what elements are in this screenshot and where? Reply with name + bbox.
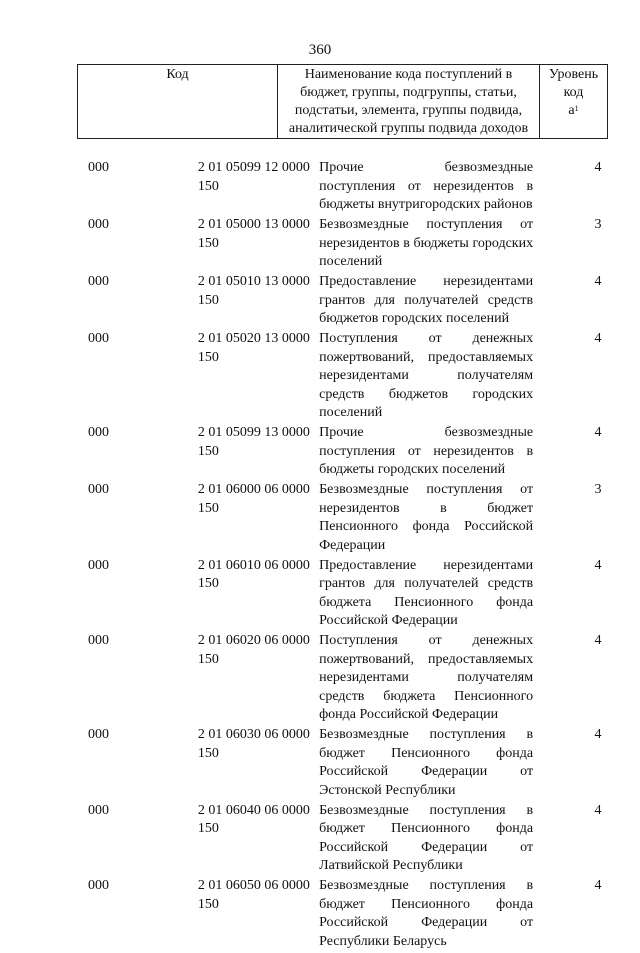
row-name: Поступления от денежных пожертвований, предоставляемых нерезидентами получателям средств бюджета Пенсионного фонда Российской Федерации — [319, 633, 534, 722]
row-name: Безвозмездные поступления от нерезидентов в бюджеты городских поселений — [319, 217, 534, 269]
row-name: Прочие безвозмездные поступления от нерезидентов в бюджеты внутригородских районов — [319, 160, 534, 212]
row-level: 4 — [594, 633, 602, 648]
header-code: Код — [78, 65, 278, 138]
row-level: 4 — [594, 331, 602, 346]
row-admin-code: 000 — [88, 878, 109, 893]
row-admin-code: 000 — [88, 331, 109, 346]
table-row — [0, 424, 640, 480]
header-level-text: Уровень код — [548, 67, 599, 100]
table-row — [0, 557, 640, 631]
header-level-footnote: 1 — [574, 104, 579, 113]
row-name: Безвозмездные поступления в бюджет Пенсионного фонда Российской Федерации от Республики Беларусь — [319, 878, 534, 949]
row-income-code: 2 01 05099 13 0000 150 — [197, 425, 310, 459]
row-level: 4 — [594, 274, 602, 289]
row-income-code: 2 01 06040 06 0000 150 — [197, 802, 310, 836]
row-income-code: 2 01 05099 12 0000 150 — [197, 160, 310, 194]
row-income-code: 2 01 06010 06 0000 150 — [197, 557, 310, 591]
table-row — [0, 216, 640, 272]
row-level: 3 — [594, 217, 602, 232]
row-admin-code: 000 — [88, 633, 109, 648]
row-admin-code: 000 — [88, 482, 109, 497]
row-admin-code: 000 — [88, 274, 109, 289]
row-income-code: 2 01 06020 06 0000 150 — [197, 633, 310, 667]
row-name: Прочие безвозмездные поступления от нерезидентов в бюджеты городских поселений — [319, 425, 534, 477]
row-level: 4 — [594, 727, 602, 742]
row-name: Безвозмездные поступления от нерезидентов в бюджет Пенсионного фонда Российской Федерации — [319, 482, 534, 553]
table-row — [0, 159, 640, 215]
row-income-code: 2 01 06050 06 0000 150 — [197, 878, 310, 912]
row-name: Поступления от денежных пожертвований, предоставляемых нерезидентами получателям средств бюджетов городских поселений — [319, 331, 534, 420]
row-level: 4 — [594, 557, 602, 573]
row-income-code: 2 01 05020 13 0000 150 — [197, 331, 310, 365]
table-row — [0, 273, 640, 329]
table-row — [0, 632, 640, 725]
row-income-code: 2 01 05010 13 0000 150 — [197, 274, 310, 308]
row-income-code: 2 01 05000 13 0000 150 — [197, 217, 310, 251]
table-body — [0, 159, 640, 953]
table-row — [0, 877, 640, 951]
header-level — [540, 65, 607, 138]
row-level: 4 — [594, 425, 602, 440]
row-level: 4 — [594, 160, 602, 175]
row-income-code: 2 01 06000 06 0000 150 — [197, 482, 310, 516]
row-level: 4 — [594, 802, 602, 818]
row-admin-code: 000 — [88, 160, 109, 175]
row-name: Безвозмездные поступления в бюджет Пенсионного фонда Российской Федерации от Эстонской Республики — [319, 727, 534, 798]
header-name: Наименование кода поступлений в бюджет, группы, подгруппы, статьи, подстатьи, элемента, группы подвида, аналитической группы подвида доходов — [278, 65, 540, 138]
row-admin-code: 000 — [88, 425, 109, 440]
row-level: 3 — [594, 482, 602, 497]
row-income-code: 2 01 06030 06 0000 150 — [197, 727, 310, 761]
row-name: Предоставление нерезидентами грантов для получателей средств бюджета Пенсионного фонда Российской Федерации — [319, 557, 534, 628]
header-level-tail: а — [568, 103, 575, 118]
table-row — [0, 481, 640, 555]
row-admin-code: 000 — [88, 217, 109, 232]
table-header — [77, 64, 608, 139]
row-admin-code: 000 — [88, 802, 109, 818]
table-row — [0, 330, 640, 423]
table-row — [0, 726, 640, 800]
row-admin-code: 000 — [88, 727, 109, 742]
row-name: Безвозмездные поступления в бюджет Пенсионного фонда Российской Федерации от Латвийской Республики — [319, 802, 534, 873]
row-name: Предоставление нерезидентами грантов для получателей средств бюджетов городских поселений — [319, 274, 534, 326]
row-level: 4 — [594, 878, 602, 893]
row-admin-code: 000 — [88, 557, 109, 573]
table-row — [0, 802, 640, 876]
page-number: 360 — [308, 42, 332, 58]
